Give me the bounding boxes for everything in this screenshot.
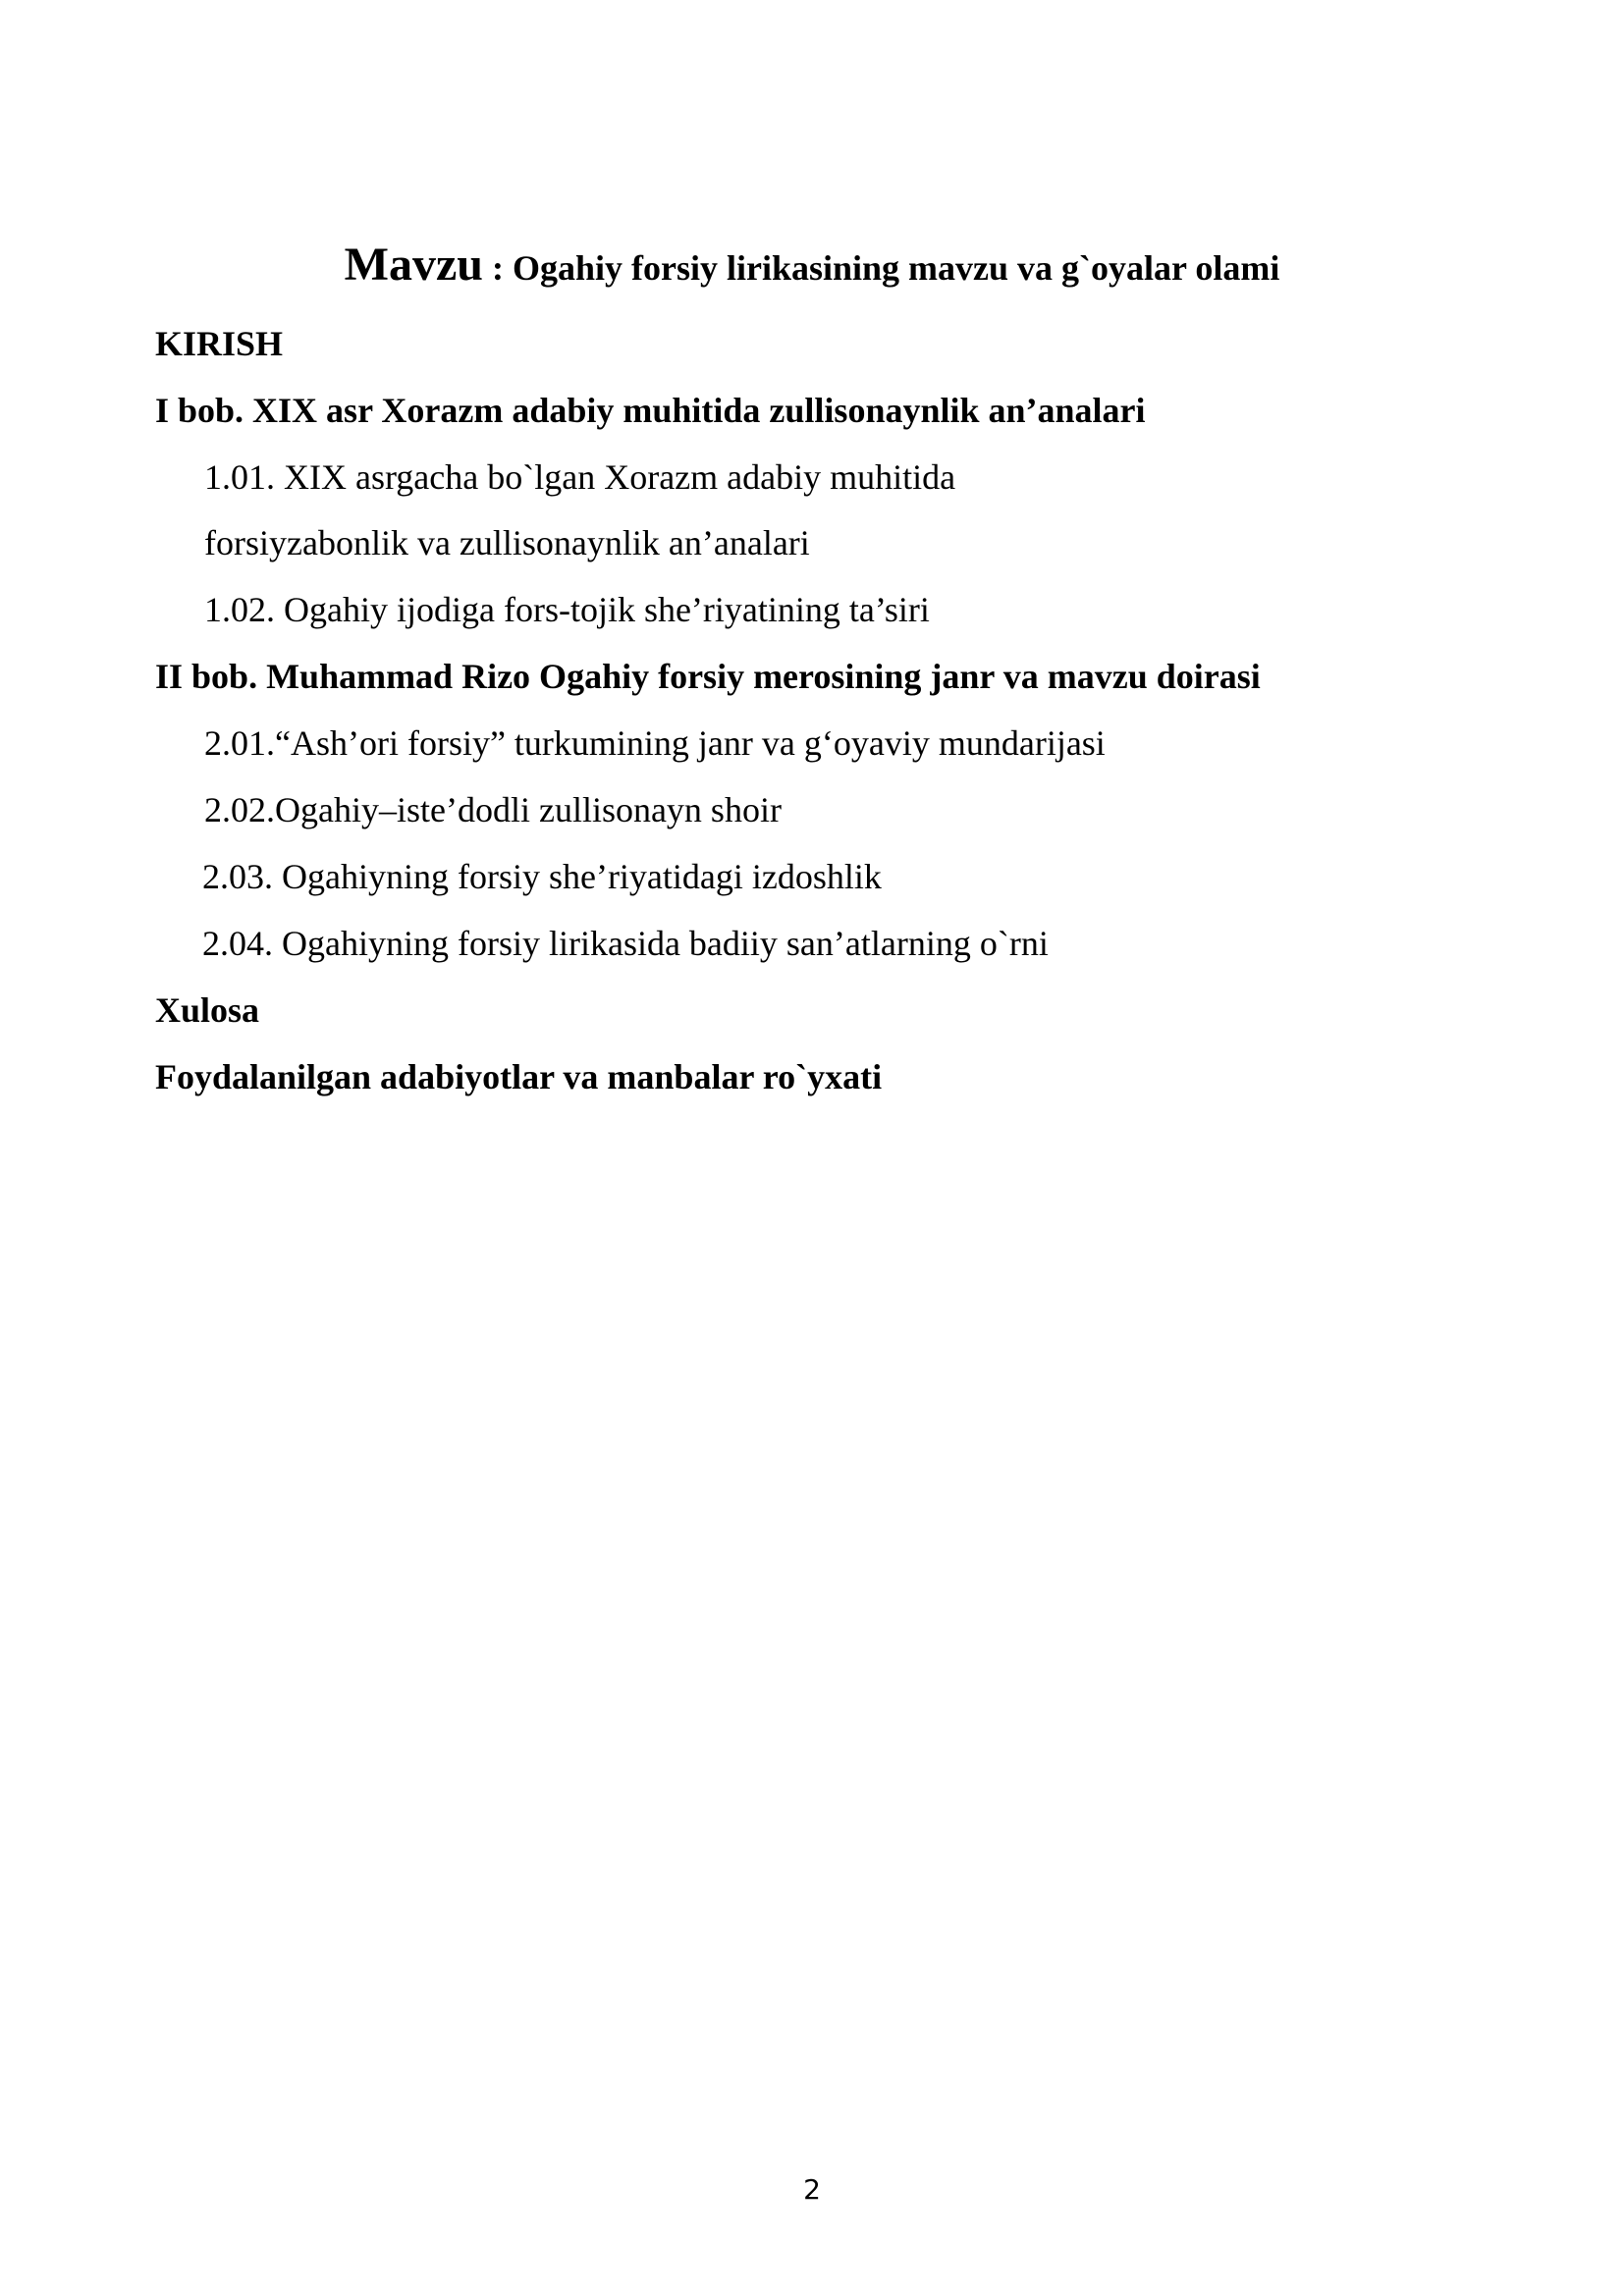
toc-chapter2-section2: 2.02.Ogahiy–iste’dodli zullisonayn shoir	[204, 790, 782, 829]
toc-chapter1-section1-line2: forsiyzabonlik va zullisonaynlik an’analari	[204, 523, 810, 562]
toc-chapter2-heading: II bob. Muhammad Rizo Ogahiy forsiy merosining janr va mavzu doirasi	[155, 657, 1261, 696]
toc-chapter1-section2: 1.02. Ogahiy ijodiga fors-tojik she’riyatining ta’siri	[204, 590, 930, 629]
title-topic: : Ogahiy forsiy lirikasining mavzu va g`oyalar olami	[482, 248, 1280, 288]
toc-references: Foydalanilgan adabiyotlar va manbalar ro`yxati	[155, 1057, 883, 1096]
toc-chapter2-section3: 2.03. Ogahiyning forsiy she’riyatidagi izdoshlik	[202, 857, 882, 896]
toc-chapter1-section1-line1: 1.01. XIX asrgacha bo`lgan Xorazm adabiy muhitida	[204, 457, 956, 497]
toc-chapter2-section1: 2.01.“Ash’ori forsiy” turkumining janr va g‘oyaviy mundarijasi	[204, 723, 1106, 763]
document-title	[0, 238, 1624, 292]
toc-intro: KIRISH	[155, 324, 284, 363]
toc-chapter2-section4: 2.04. Ogahiyning forsiy lirikasida badiiy san’atlarning o`rni	[202, 924, 1049, 963]
title-word: Mavzu	[344, 239, 483, 291]
toc-conclusion: Xulosa	[155, 990, 260, 1030]
page-number: 2	[803, 2173, 821, 2206]
toc-chapter1-heading: I bob. XIX asr Xorazm adabiy muhitida zullisonaynlik an’analari	[155, 391, 1146, 430]
